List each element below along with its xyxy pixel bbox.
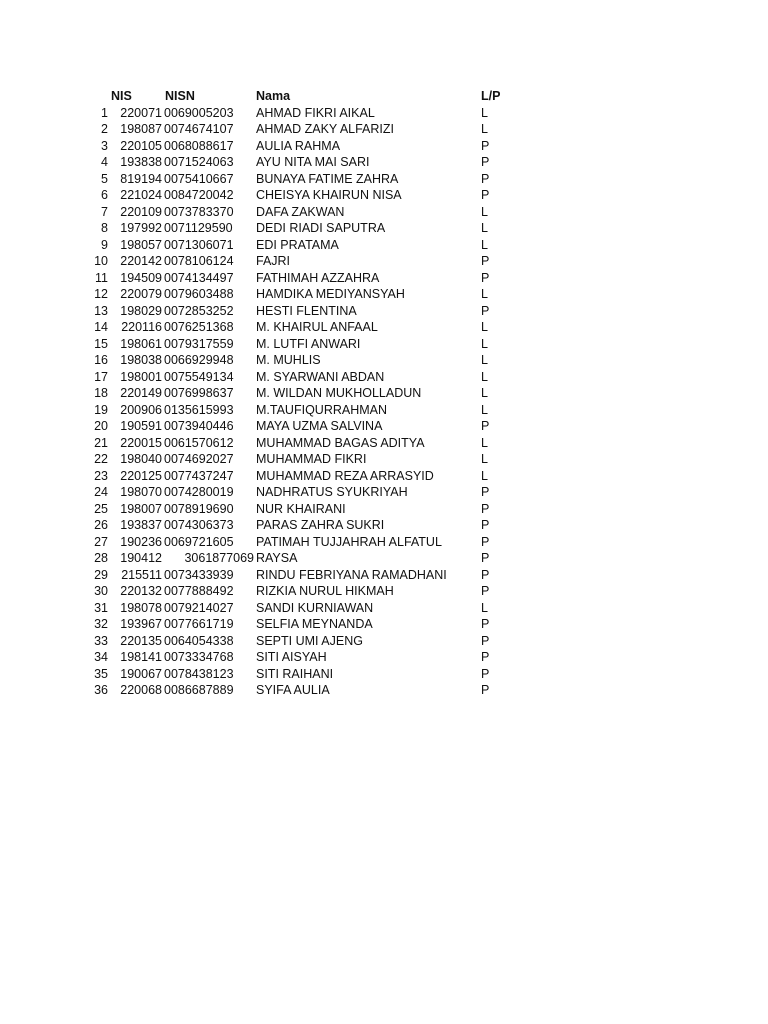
row-number: 8 [101, 221, 108, 235]
cell-nis: 190067 [120, 666, 162, 681]
cell-nis: 221024 [120, 188, 162, 202]
cell-nis: 194509 [120, 270, 162, 285]
cell-nis: 193967 [120, 617, 162, 631]
header-lp: L/P [481, 89, 501, 103]
cell-nisn: 0076998637 [164, 386, 234, 400]
cell-nama: MUHAMMAD FIKRI [256, 452, 367, 466]
cell-nama: M. MUHLIS [256, 353, 321, 367]
table-row [0, 237, 768, 254]
cell-nama: M.TAUFIQURRAHMAN [256, 402, 388, 417]
cell-nama: FATHIMAH AZZAHRA [256, 270, 380, 285]
table-row [0, 468, 768, 485]
cell-lp: P [481, 617, 490, 631]
cell-lp: P [481, 419, 490, 433]
cell-lp: P [481, 303, 490, 318]
cell-nisn: 0078438123 [164, 666, 234, 681]
cell-lp: P [481, 633, 490, 648]
cell-nis: 190236 [120, 534, 162, 549]
student-table [0, 88, 768, 699]
row-number: 25 [94, 501, 108, 516]
cell-nisn: 0086687889 [164, 683, 234, 697]
row-number: 19 [94, 402, 108, 417]
cell-nis: 198061 [120, 336, 162, 351]
cell-nis: 197992 [120, 221, 162, 235]
table-row [0, 171, 768, 188]
cell-nisn: 0066929948 [164, 353, 234, 367]
cell-nis: 220125 [120, 468, 162, 483]
cell-lp: L [481, 353, 488, 367]
row-number: 6 [101, 188, 108, 202]
cell-nis: 190591 [120, 419, 162, 433]
cell-nis: 220068 [120, 683, 162, 697]
cell-nis: 198029 [120, 303, 162, 318]
table-row [0, 105, 768, 122]
table-row [0, 204, 768, 221]
cell-nisn: 0077888492 [164, 584, 234, 598]
cell-nisn: 0073940446 [164, 419, 234, 433]
cell-nisn: 0071524063 [164, 155, 234, 169]
row-number: 17 [94, 369, 108, 384]
table-row [0, 253, 768, 270]
cell-nis: 220079 [120, 287, 162, 301]
cell-nisn: 0135615993 [164, 402, 234, 417]
table-row [0, 138, 768, 155]
cell-nis: 190412 [120, 551, 162, 565]
row-number: 16 [94, 353, 108, 367]
cell-nis: 198057 [120, 237, 162, 252]
table-row [0, 567, 768, 584]
cell-nis: 198001 [120, 369, 162, 384]
table-row [0, 352, 768, 369]
cell-nis: 220015 [120, 435, 162, 450]
cell-nis: 819194 [120, 171, 162, 186]
cell-nama: SITI AISYAH [256, 650, 327, 664]
cell-nis: 200906 [120, 402, 162, 417]
header-nisn: NISN [165, 89, 195, 103]
cell-nisn: 0076251368 [164, 320, 234, 334]
cell-lp: L [481, 221, 488, 235]
row-number: 23 [94, 468, 108, 483]
table-row [0, 501, 768, 518]
row-number: 30 [94, 584, 108, 598]
cell-nama: M. KHAIRUL ANFAAL [256, 320, 378, 334]
cell-lp: L [481, 204, 488, 219]
cell-nis: 198070 [120, 485, 162, 499]
table-body [0, 105, 768, 699]
cell-nama: M. SYARWANI ABDAN [256, 369, 385, 384]
cell-lp: L [481, 435, 488, 450]
row-number: 14 [94, 320, 108, 334]
cell-lp: P [481, 270, 490, 285]
cell-lp: P [481, 188, 490, 202]
cell-nis: 198078 [120, 600, 162, 615]
table-row [0, 385, 768, 402]
cell-lp: P [481, 155, 490, 169]
row-number: 35 [94, 666, 108, 681]
cell-nisn: 0078106124 [164, 254, 234, 268]
cell-nama: BUNAYA FATIME ZAHRA [256, 171, 399, 186]
cell-nisn: 0072853252 [164, 303, 234, 318]
cell-nama: CHEISYA KHAIRUN NISA [256, 188, 402, 202]
table-row [0, 666, 768, 683]
row-number: 13 [94, 303, 108, 318]
cell-lp: L [481, 468, 488, 483]
cell-lp: L [481, 105, 488, 120]
row-number: 28 [94, 551, 108, 565]
header-nama: Nama [256, 89, 291, 103]
cell-nisn: 3061877069 [184, 551, 254, 565]
table-row [0, 600, 768, 617]
cell-lp: P [481, 501, 490, 516]
row-number: 1 [101, 105, 108, 120]
cell-nama: AHMAD ZAKY ALFARIZI [256, 122, 395, 136]
row-number: 21 [94, 435, 108, 450]
cell-lp: L [481, 122, 488, 136]
row-number: 27 [94, 534, 108, 549]
row-number: 29 [94, 567, 108, 582]
cell-nisn: 0074674107 [164, 122, 234, 136]
cell-lp: L [481, 320, 488, 334]
table-row [0, 154, 768, 171]
cell-nisn: 0074306373 [164, 518, 234, 532]
cell-nama: MUHAMMAD REZA ARRASYID [256, 468, 434, 483]
cell-nis: 198087 [120, 122, 162, 136]
cell-nisn: 0073334768 [164, 650, 234, 664]
cell-nisn: 0077661719 [164, 617, 234, 631]
cell-nama: MAYA UZMA SALVINA [256, 419, 383, 433]
cell-nama: RIZKIA NURUL HIKMAH [256, 584, 394, 598]
cell-nisn: 0084720042 [164, 188, 234, 202]
table-row [0, 633, 768, 650]
cell-nisn: 0074280019 [164, 485, 234, 499]
row-number: 9 [101, 237, 108, 252]
cell-nis: 215511 [121, 567, 162, 582]
table-header-row [0, 88, 768, 105]
cell-nisn: 0064054338 [164, 633, 234, 648]
table-row [0, 534, 768, 551]
cell-nisn: 0079317559 [164, 336, 234, 351]
cell-nisn: 0078919690 [164, 501, 234, 516]
cell-nis: 220116 [121, 320, 162, 334]
cell-nisn: 0071129590 [164, 221, 233, 235]
cell-nisn: 0073783370 [164, 204, 234, 219]
table-row [0, 402, 768, 419]
table-row [0, 583, 768, 600]
table-row [0, 303, 768, 320]
cell-nisn: 0075549134 [164, 369, 234, 384]
cell-nisn: 0074692027 [164, 452, 234, 466]
row-number: 7 [101, 204, 108, 219]
table-row [0, 550, 768, 567]
cell-nisn: 0079603488 [164, 287, 234, 301]
header-nis: NIS [111, 89, 132, 103]
row-number: 36 [94, 683, 108, 697]
table-row [0, 649, 768, 666]
table-row [0, 435, 768, 452]
cell-nama: NUR KHAIRANI [256, 501, 346, 516]
cell-lp: P [481, 567, 490, 582]
cell-nis: 220132 [120, 584, 162, 598]
cell-nama: HESTI FLENTINA [256, 303, 357, 318]
cell-nama: PATIMAH TUJJAHRAH ALFATUL [256, 534, 442, 549]
cell-lp: P [481, 666, 490, 681]
table-row [0, 451, 768, 468]
cell-lp: L [481, 287, 488, 301]
cell-lp: P [481, 254, 490, 268]
cell-lp: P [481, 138, 490, 153]
table-row [0, 220, 768, 237]
cell-nisn: 0069721605 [164, 534, 234, 549]
cell-lp: P [481, 584, 490, 598]
row-number: 3 [101, 138, 108, 153]
row-number: 18 [94, 386, 108, 400]
table-row [0, 286, 768, 303]
row-number: 5 [101, 171, 108, 186]
table-row [0, 682, 768, 699]
cell-nisn: 0068088617 [164, 138, 234, 153]
cell-nisn: 0074134497 [164, 270, 234, 285]
cell-nis: 193837 [120, 518, 162, 532]
row-number: 15 [94, 336, 108, 351]
cell-lp: P [481, 534, 490, 549]
table-row [0, 484, 768, 501]
cell-nisn: 0061570612 [164, 435, 234, 450]
row-number: 24 [94, 485, 108, 499]
cell-lp: P [481, 683, 490, 697]
table-row [0, 517, 768, 534]
cell-nama: PARAS ZAHRA SUKRI [256, 518, 385, 532]
row-number: 22 [94, 452, 108, 466]
cell-lp: P [481, 518, 490, 532]
cell-lp: L [481, 336, 488, 351]
table-row [0, 616, 768, 633]
cell-lp: L [481, 452, 488, 466]
cell-nis: 220149 [120, 386, 162, 400]
cell-nisn: 0079214027 [164, 600, 234, 615]
row-number: 12 [94, 287, 108, 301]
cell-lp: P [481, 485, 490, 499]
cell-nisn: 0077437247 [164, 468, 234, 483]
table-row [0, 121, 768, 138]
row-number: 33 [94, 633, 108, 648]
cell-nis: 220142 [120, 254, 162, 268]
row-number: 4 [101, 155, 108, 169]
cell-nama: SEPTI UMI AJENG [256, 633, 363, 648]
cell-nis: 198040 [120, 452, 162, 466]
cell-nama: M. LUTFI ANWARI [256, 336, 361, 351]
cell-nama: EDI PRATAMA [256, 237, 339, 252]
table-row [0, 418, 768, 435]
cell-nama: M. WILDAN MUKHOLLADUN [256, 386, 422, 400]
cell-nama: AULIA RAHMA [256, 138, 341, 153]
cell-nama: SITI RAIHANI [256, 666, 334, 681]
cell-nama: SYIFA AULIA [256, 683, 330, 697]
cell-nis: 198007 [120, 501, 162, 516]
row-number: 32 [94, 617, 108, 631]
cell-nisn: 0075410667 [164, 171, 234, 186]
row-number: 11 [95, 270, 108, 285]
cell-nis: 220071 [120, 105, 162, 120]
cell-nis: 220135 [120, 633, 162, 648]
cell-nama: AHMAD FIKRI AIKAL [256, 105, 375, 120]
cell-nama: NADHRATUS SYUKRIYAH [256, 485, 408, 499]
cell-nis: 198038 [120, 353, 162, 367]
cell-nis: 220105 [120, 138, 162, 153]
cell-nama: FAJRI [256, 254, 291, 268]
cell-nisn: 0071306071 [164, 237, 234, 252]
cell-nama: HAMDIKA MEDIYANSYAH [256, 287, 405, 301]
cell-lp: P [481, 171, 490, 186]
cell-nis: 220109 [120, 204, 162, 219]
cell-nama: RAYSA [256, 551, 298, 565]
table-row [0, 270, 768, 287]
cell-nama: AYU NITA MAI SARI [256, 155, 370, 169]
cell-nama: SELFIA MEYNANDA [256, 617, 373, 631]
row-number: 26 [94, 518, 108, 532]
cell-lp: L [481, 369, 488, 384]
cell-lp: L [481, 402, 488, 417]
cell-nama: DEDI RIADI SAPUTRA [256, 221, 386, 235]
cell-nis: 198141 [120, 650, 162, 664]
cell-lp: L [481, 386, 488, 400]
cell-lp: L [481, 600, 488, 615]
cell-lp: P [481, 551, 490, 565]
table-row [0, 187, 768, 204]
row-number: 31 [94, 600, 108, 615]
cell-nisn: 0073433939 [164, 567, 234, 582]
cell-nama: MUHAMMAD BAGAS ADITYA [256, 435, 425, 450]
cell-nama: DAFA ZAKWAN [256, 204, 345, 219]
cell-nis: 193838 [120, 155, 162, 169]
cell-nama: RINDU FEBRIYANA RAMADHANI [256, 567, 447, 582]
cell-nisn: 0069005203 [164, 105, 234, 120]
row-number: 34 [94, 650, 108, 664]
cell-lp: P [481, 650, 490, 664]
table-row [0, 319, 768, 336]
cell-lp: L [481, 237, 488, 252]
row-number: 2 [101, 122, 108, 136]
table-row [0, 369, 768, 386]
table-row [0, 336, 768, 353]
cell-nama: SANDI KURNIAWAN [256, 600, 374, 615]
row-number: 20 [94, 419, 108, 433]
row-number: 10 [94, 254, 108, 268]
